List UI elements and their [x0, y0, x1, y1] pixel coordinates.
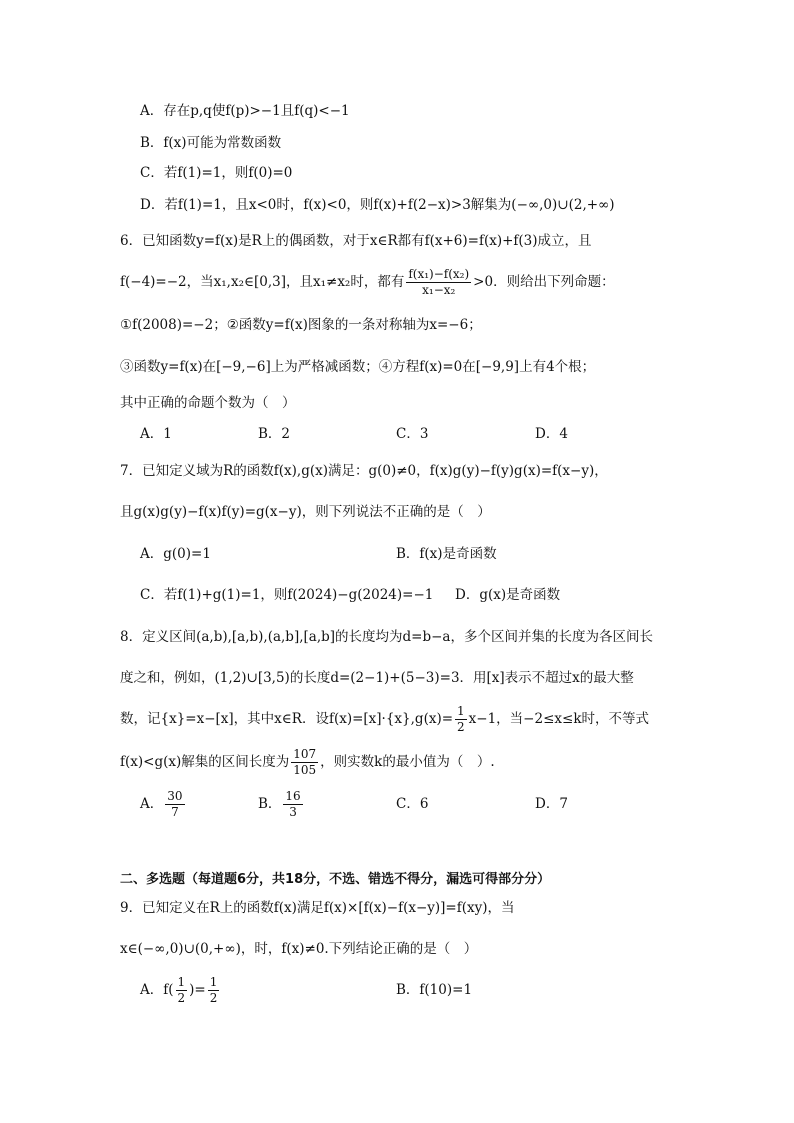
- q5-option-d: D．若f(1)=1，且x<0时，f(x)<0，则f(x)+f(2−x)>3解集为(−∞,0)∪(2,+∞): [140, 197, 615, 213]
- q9-option-b: B．f(10)=1: [396, 982, 473, 998]
- q6-fraction: [406, 267, 471, 298]
- q9-stem-line1: 9．已知定义在R上的函数f(x)满足f(x)×[f(x)−f(x−y)]=f(xy)，当: [120, 900, 515, 916]
- q6-option-a: A．1: [140, 426, 172, 442]
- q7-stem-line1: 7．已知定义域为R的函数f(x),g(x)满足：g(0)≠0，f(x)g(y)−f(y)g(x)=f(x−y)，: [120, 463, 608, 479]
- q6-proposition-1-2: ①f(2008)=−2；②函数y=f(x)图象的一条对称轴为x=−6；: [120, 317, 482, 333]
- q8-half-numerator: 1: [457, 704, 465, 718]
- q6-proposition-3-4: ③函数y=f(x)在[−9,−6]上为严格减函数；④方程f(x)=0在[−9,9]上有4个根；: [120, 359, 596, 375]
- q7-stem-line2: 且g(x)g(y)−f(x)f(y)=g(x−y)，则下列说法不正确的是（ ）: [120, 504, 491, 520]
- q5-option-b: B．f(x)可能为常数函数: [140, 135, 282, 151]
- q8-half-denominator: 2: [457, 720, 465, 734]
- q8-stem-line4: [120, 744, 495, 780]
- q8-stem-line3-text-b: x−1，当−2≤x≤k时，不等式: [468, 711, 650, 727]
- q5-option-c: C．若f(1)=1，则f(0)=0: [140, 165, 293, 181]
- q8-option-b-fraction: [283, 789, 302, 820]
- q9-option-a-mid: )=: [189, 982, 206, 998]
- q8-option-a-denominator: 7: [171, 805, 179, 819]
- q8-option-b-numerator: 16: [285, 789, 301, 803]
- section-heading-multiple-choice: 二、多选题（每道题6分，共18分，不选、错选不得分，漏选可得部分分）: [120, 872, 551, 887]
- q6-stem-line2-text-b: >0．则给出下列命题：: [473, 274, 615, 290]
- q9-stem-line2: x∈(−∞,0)∪(0,+∞)，时，f(x)≠0.下列结论正确的是（ ）: [120, 941, 478, 957]
- q6-stem-line2-text-a: f(−4)=−2，当x₁,x₂∈[0,3]，且x₁≠x₂时，都有: [120, 274, 405, 290]
- q7-option-a: A．g(0)=1: [140, 546, 211, 562]
- q9-option-a-inner-numerator: 1: [177, 975, 186, 989]
- q8-option-a-fraction: [165, 789, 184, 820]
- q6-stem-line2: [120, 264, 615, 300]
- q8-option-d: D．7: [535, 796, 568, 812]
- q8-option-b-label: B．: [258, 796, 282, 812]
- q8-length-denominator: 105: [293, 763, 317, 777]
- q9-option-a-result-numerator: 1: [209, 975, 218, 989]
- q9-option-a-inner-denominator: 2: [177, 991, 186, 1005]
- q6-question: 其中正确的命题个数为（ ）: [120, 395, 296, 411]
- q7-option-c: C．若f(1)+g(1)=1，则f(2024)−g(2024)=−1: [140, 587, 434, 603]
- q9-option-a-result-denominator: 2: [209, 991, 218, 1005]
- q6-option-b: B．2: [258, 426, 291, 442]
- q8-stem-line3: [120, 701, 649, 737]
- q6-fraction-denominator: x₁−x₂: [422, 283, 456, 297]
- q9-option-a-inner-fraction: [176, 975, 188, 1006]
- q8-stem-line4-text-b: ，则实数k的最小值为（ ）.: [320, 754, 495, 770]
- q7-option-d: D．g(x)是奇函数: [455, 587, 561, 603]
- q8-length-numerator: 107: [293, 747, 317, 761]
- q8-option-c: C．6: [396, 796, 429, 812]
- q9-option-a-label: A．f(: [140, 982, 174, 998]
- q7-option-b: B．f(x)是奇函数: [396, 546, 497, 562]
- q6-fraction-numerator: f(x₁)−f(x₂): [408, 267, 470, 281]
- q8-half-fraction: [455, 704, 467, 735]
- q8-stem-line4-text-a: f(x)<g(x)解集的区间长度为: [120, 754, 290, 770]
- q8-option-a-label: A．: [140, 796, 164, 812]
- q6-stem-line1: 6．已知函数y=f(x)是R上的偶函数，对于x∈R都有f(x+6)=f(x)+f(3)成立，且: [120, 233, 592, 249]
- q8-stem-line2: 度之和，例如，(1,2)∪[3,5)的长度d=(2−1)+(5−3)=3．用[x]表示不超过x的最大整: [120, 670, 634, 686]
- q8-option-a: [140, 786, 187, 822]
- q9-option-a-result-fraction: [208, 975, 220, 1006]
- q8-stem-line1: 8．定义区间(a,b),[a,b),(a,b],[a,b]的长度均为d=b−a，多个区间并集的长度为各区间长: [120, 629, 653, 645]
- q6-option-d: D．4: [535, 426, 568, 442]
- q8-option-b-denominator: 3: [289, 805, 297, 819]
- q6-option-c: C．3: [396, 426, 429, 442]
- q8-length-fraction: [291, 747, 318, 778]
- q5-option-a: A．存在p,q使f(p)>−1且f(q)<−1: [140, 103, 350, 119]
- q9-option-a: [140, 972, 221, 1008]
- q8-stem-line3-text-a: 数，记{x}=x−[x]，其中x∈R．设f(x)=[x]·{x},g(x)=: [120, 711, 454, 727]
- q8-option-b: [258, 786, 305, 822]
- q8-option-a-numerator: 30: [167, 789, 183, 803]
